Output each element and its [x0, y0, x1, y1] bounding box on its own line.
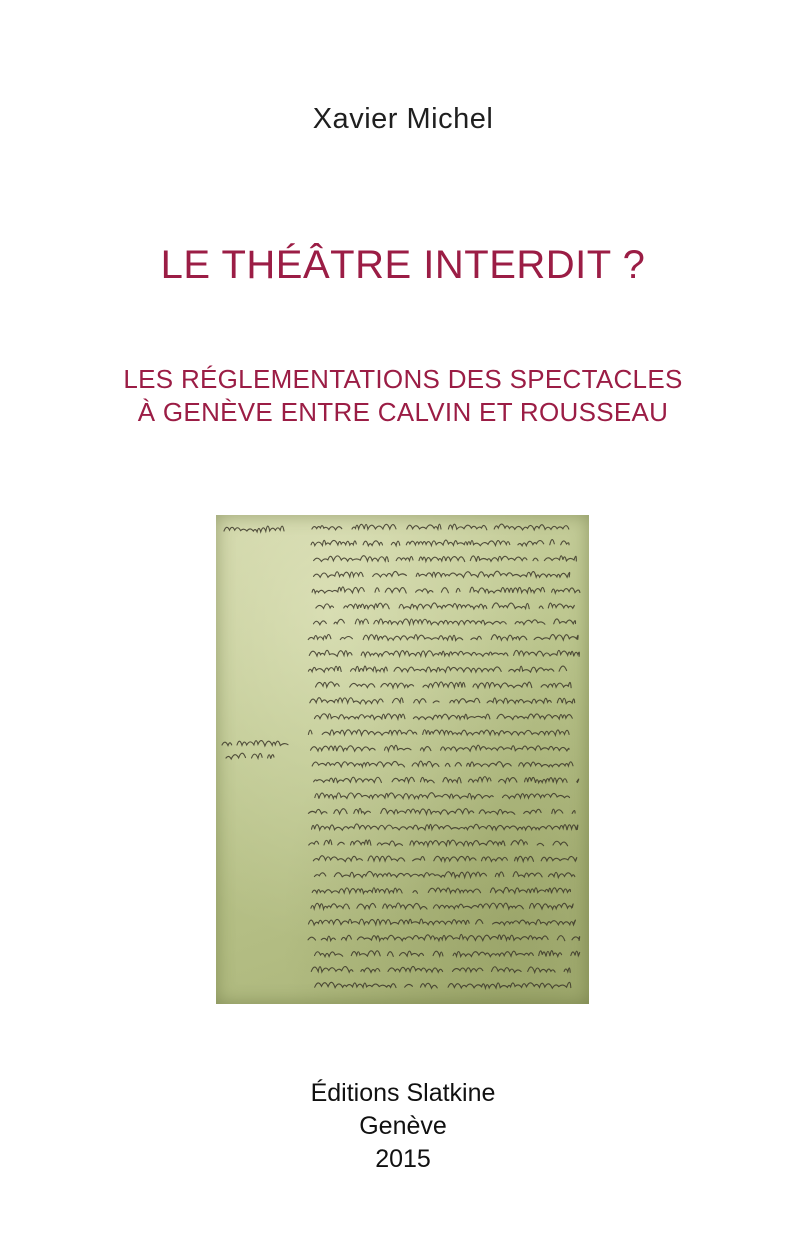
handwriting-stroke: [308, 919, 575, 925]
handwriting-stroke: [308, 934, 580, 940]
book-subtitle: [0, 363, 806, 429]
handwriting-stroke: [315, 793, 570, 799]
publisher-name: Éditions Slatkine: [310, 1079, 496, 1107]
handwriting-stroke: [315, 982, 571, 988]
handwriting-stroke: [311, 966, 570, 972]
handwriting-stroke: [226, 753, 274, 759]
handwriting-stroke: [308, 808, 575, 814]
handwriting-stroke: [312, 824, 578, 830]
handwriting-stroke: [308, 634, 578, 640]
subtitle-line-1: LES RÉGLEMENTATIONS DES SPECTACLES: [123, 364, 683, 394]
handwriting-stroke: [312, 887, 580, 893]
handwriting-stroke: [311, 540, 577, 546]
handwriting-stroke: [308, 666, 576, 672]
subtitle-line-2: À GENÈVE ENTRE CALVIN ET ROUSSEAU: [137, 397, 669, 427]
handwriting-stroke: [224, 526, 284, 532]
handwriting-stroke: [312, 524, 569, 530]
handwriting-stroke: [311, 745, 570, 751]
handwriting-illustration: [216, 515, 589, 1004]
handwriting-stroke: [309, 840, 575, 846]
handwriting-stroke: [310, 698, 575, 704]
publication-year: 2015: [375, 1145, 431, 1173]
handwriting-stroke: [314, 714, 578, 720]
handwriting-stroke: [309, 650, 579, 656]
handwriting-stroke: [313, 619, 586, 625]
handwriting-stroke: [308, 730, 569, 736]
manuscript-image: [216, 515, 589, 1004]
handwriting-stroke: [314, 777, 579, 783]
handwriting-stroke: [313, 856, 576, 862]
handwriting-stroke: [312, 761, 583, 767]
handwriting-stroke: [314, 571, 570, 577]
handwriting-stroke: [314, 871, 585, 877]
handwriting-stroke: [315, 951, 580, 957]
author-name: Xavier Michel: [312, 103, 494, 135]
handwriting-stroke: [222, 741, 288, 746]
handwriting-stroke: [312, 587, 580, 593]
publisher-block: [0, 1077, 806, 1176]
publisher-city: Genève: [359, 1112, 447, 1140]
handwriting-stroke: [316, 682, 572, 688]
handwriting-stroke: [311, 903, 573, 909]
handwriting-stroke: [316, 603, 574, 609]
handwriting-stroke: [314, 556, 577, 562]
book-title: LE THÉÂTRE INTERDIT ?: [160, 243, 646, 287]
